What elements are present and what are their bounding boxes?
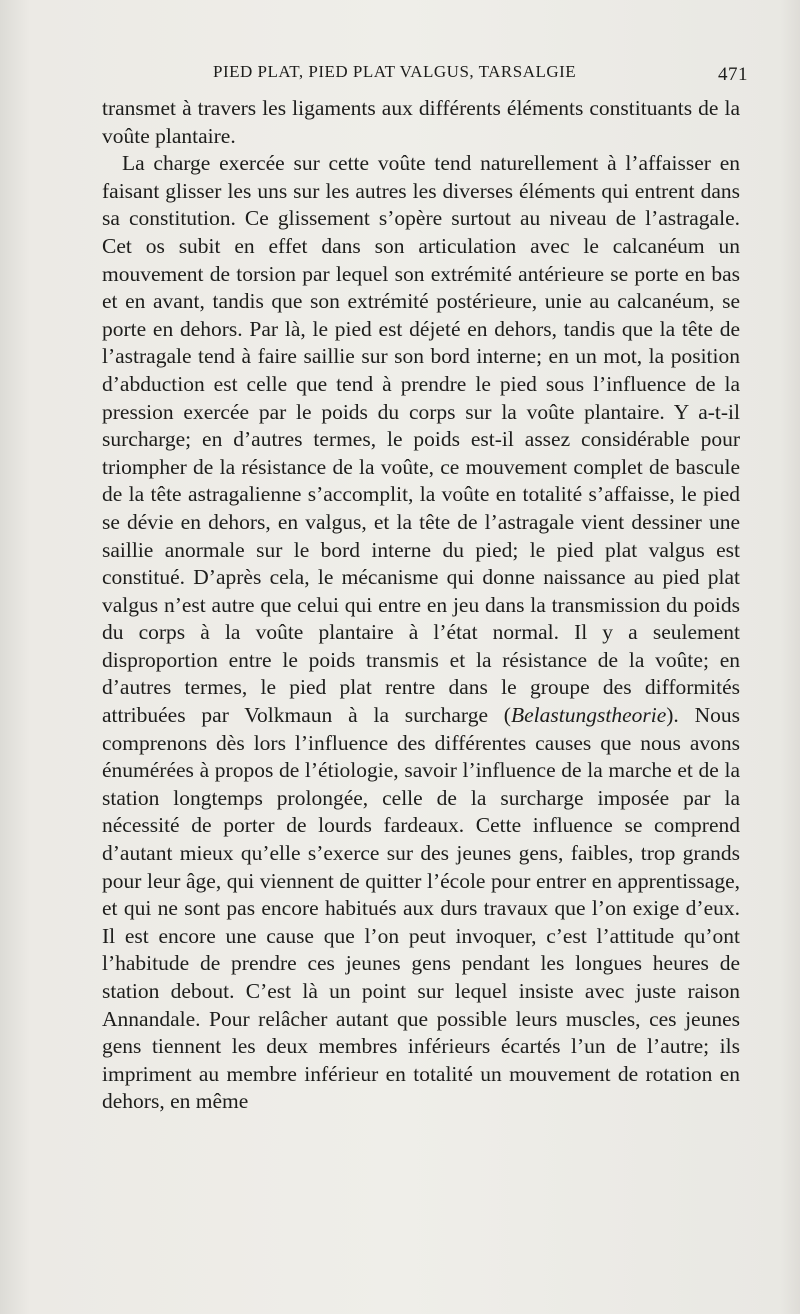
page-number: 471 bbox=[718, 64, 748, 85]
paragraph-2-part-b: ). Nous comprenons dès lors l’influence des différentes causes que nous avons énumérées à propos de l’étiologie, savoir l’influence de la marche et de la station longtemps prolongée, celle de la surcharge imposée par la nécessité de porter de lourds fardeaux. Cette influence se comprend d’autant mieux qu’elle s’exerce sur des jeunes gens, faibles, trop grands pour leur âge, qui viennent de quitter l’école pour entrer en apprentissage, et qui ne sont pas encore habitués aux durs travaux que l’on exige d’eux. Il est encore une cause que l’on peut invoquer, c’est l’attitude qu’ont l’habitude de prendre ces jeunes gens pendant les longues heures de station debout. C’est là un point sur lequel insiste avec juste raison Annandale. Pour relâcher autant que possible leurs muscles, ces jeunes gens tiennent les deux membres inférieurs écartés l’un de l’autre; ils impriment au membre inférieur en totalité un mouvement de rotation en dehors, en même bbox=[102, 703, 741, 1114]
italic-term: Belastungstheorie bbox=[510, 703, 667, 728]
paragraph-2-part-a: La charge exercée sur cette voûte tend naturellement à l’affaisser en faisant glisser les uns sur les autres les diverses éléments qui entrent dans sa constitution. Ce glissement s’opère surtout au niveau de l’astragale. Cet os subit en effet dans son articulation avec le calcanéum un mouvement de torsion par lequel son extrémité antérieure se porte en bas et en avant, tandis que son extrémité postérieure, unie au calcanéum, se porte en dehors. Par là, le pied est déjeté en dehors, tandis que la tête de l’astragale tend à faire saillie sur son bord interne; en un mot, la position d’abduction est celle que tend à prendre le pied sous l’influence de la pression exercée par le poids du corps sur la voûte plantaire. Y a-t-il surcharge; en d’autres termes, le poids est-il assez considérable pour triompher de la résistance de la voûte, ce mouvement complet de bascule de la tête astragalienne s’accomplit, la voûte en totalité s’affaisse, le pied se dévie en dehors, en valgus, et la tête de l’astragale vient dessiner une saillie anormale sur le bord interne du pied; le pied plat valgus est constitué. D’après cela, le mécanisme qui donne naissance au pied plat valgus n’est autre que celui qui entre en jeu dans la transmission du poids du corps à la voûte plantaire à l’état normal. Il y a seulement disproportion entre le poids transmis et la résistance de la voûte; en d’autres termes, le pied plat rentre dans le groupe des difformités attribuées par Volkmaun à la surcharge ( bbox=[102, 151, 740, 728]
paragraph-1: transmet à travers les ligaments aux différents éléments constituants de la voûte plantaire. bbox=[102, 96, 740, 148]
paragraph-2 bbox=[102, 150, 740, 1116]
body-text bbox=[102, 95, 740, 1116]
page-header bbox=[213, 58, 748, 88]
running-head: PIED PLAT, PIED PLAT VALGUS, TARSALGIE bbox=[213, 62, 577, 81]
